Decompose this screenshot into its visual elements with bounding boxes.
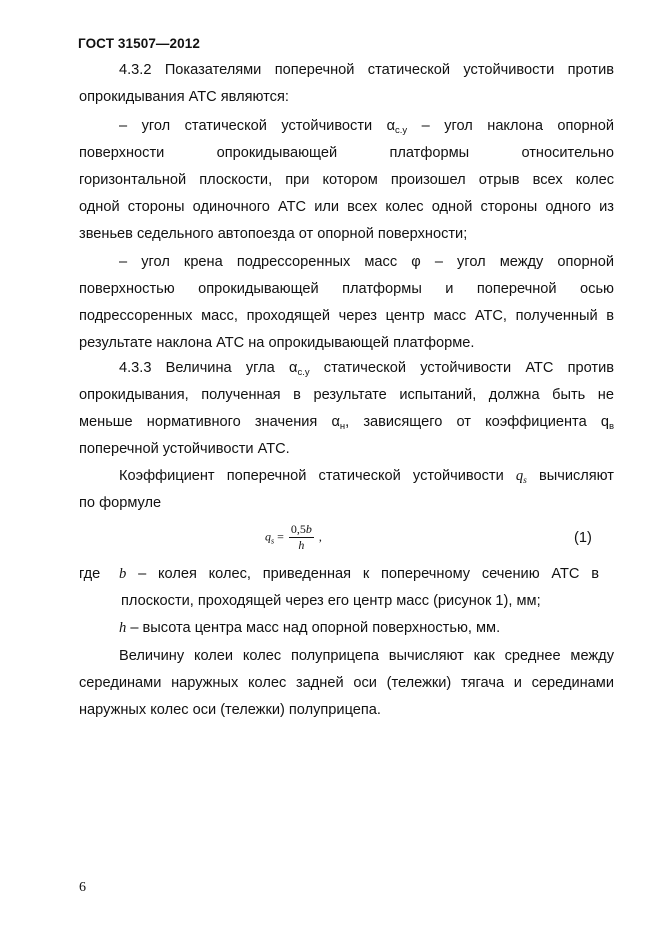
subscript: с.у (297, 367, 310, 378)
subscript: н (339, 421, 346, 432)
formula-equals: = (274, 529, 287, 544)
subscript: в (608, 421, 614, 432)
equation-number: (1) (574, 530, 592, 546)
definition-roll-angle-line-3: подрессоренных масс, проходящей через центр масс АТС, полученный в (79, 308, 614, 324)
paragraph-text: вычисляют (526, 468, 614, 484)
definition-stability-angle-line-5: звеньев седельного автопоезда от опорной поверхности; (79, 226, 468, 242)
variable-h: h (119, 620, 127, 636)
definition-stability-angle-line-2: поверхности опрокидывающей платформы относительно (79, 145, 614, 161)
paragraph-4-3-2-line-2: опрокидывания АТС являются: (79, 89, 289, 105)
formula-numerator (289, 522, 314, 538)
definition-roll-angle-line-1: – угол крена подрессоренных масс φ – угол между опорной (119, 254, 614, 270)
track-paragraph-line-2: серединами наружных колес задней оси (тележки) тягача и серединами (79, 675, 614, 691)
document-header: ГОСТ 31507—2012 (78, 36, 200, 51)
track-paragraph-line-3: наружных колес оси (тележки) полуприцепа. (79, 702, 381, 718)
paragraph-4-3-3-line-3 (79, 414, 614, 432)
definition-roll-angle-line-2: поверхностью опрокидывающей платформы и поперечной осью (79, 281, 614, 297)
paragraph-text: меньше нормативного значения α (79, 414, 340, 430)
formula-lhs: q (265, 529, 271, 544)
where-label: где (79, 566, 101, 582)
paragraph-text: статической устойчивости АТС против (309, 360, 614, 376)
track-paragraph-line-1: Величину колеи колес полуприцепа вычисляют как среднее между (119, 648, 614, 664)
formula-fraction (289, 522, 314, 553)
where-h-line (119, 620, 599, 637)
definition-text: – угол наклона опорной (407, 118, 614, 134)
page-number: 6 (79, 880, 86, 895)
where-b-line-2: плоскости, проходящей через его центр масс (рисунок 1), мм; (121, 593, 541, 609)
definition-stability-angle-line-1 (119, 118, 614, 136)
coefficient-paragraph-line-2: по формуле (79, 495, 162, 511)
paragraph-4-3-2-line-1: 4.3.2 Показателями поперечной статической устойчивости против (119, 62, 614, 78)
definition-stability-angle-line-4: одной стороны одиночного АТС или всех колес одной стороны одного из (79, 199, 614, 215)
formula-1 (265, 522, 322, 553)
where-b-line-1 (119, 566, 599, 583)
definition-roll-angle-line-4: результате наклона АТС на опрокидывающей платформе. (79, 335, 475, 351)
formula-denominator: h (298, 538, 305, 552)
definition-stability-angle-line-3: горизонтальной плоскости, при котором произошел отрыв всех колес (79, 172, 614, 188)
where-text: – колея колес, приведенная к поперечному сечению АТС в (126, 566, 599, 582)
paragraph-text: 4.3.3 Величина угла α (119, 360, 298, 376)
paragraph-4-3-3-line-2: опрокидывания, полученная в результате испытаний, должна быть не (79, 387, 614, 403)
variable-b: b (119, 566, 127, 582)
paragraph-text: Коэффициент поперечной статической устойчивости (119, 468, 516, 484)
paragraph-4-3-3-line-1 (119, 360, 614, 378)
variable-q: q (515, 468, 524, 484)
definition-text: – угол статической устойчивости α (119, 118, 396, 134)
coefficient-paragraph-line-1 (119, 468, 614, 486)
subscript: с.у (395, 125, 408, 136)
where-text: – высота центра масс над опорной поверхностью, мм. (126, 620, 501, 636)
formula-numerator-variable: b (305, 522, 312, 536)
formula-coefficient: 0,5 (290, 522, 306, 536)
formula-lhs-subscript: s (271, 536, 275, 546)
subscript: s (523, 476, 527, 486)
formula-tail: , (315, 529, 322, 544)
paragraph-4-3-3-line-4: поперечной устойчивости АТС. (79, 441, 290, 457)
paragraph-text: , зависящего от коэффициента q (345, 414, 609, 430)
